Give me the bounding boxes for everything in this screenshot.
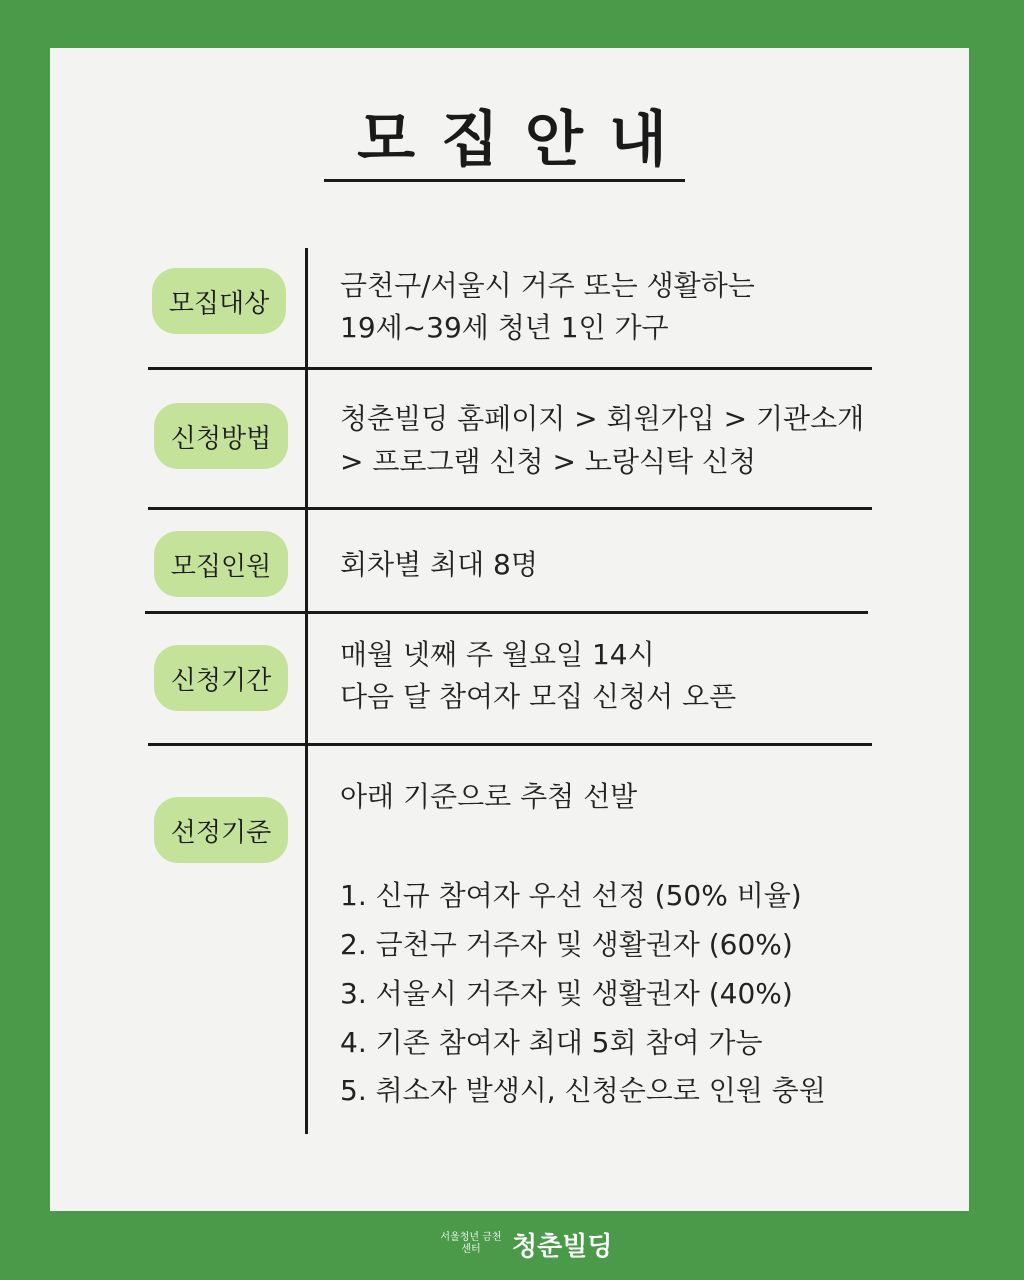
footer-logo-area [440, 1222, 612, 1266]
apply-period-line-2: 다음 달 참여자 모집 신청서 오픈 [340, 680, 737, 713]
recruit-target-line-1: 금천구/서울시 거주 또는 생활하는 [340, 269, 755, 302]
criteria-item: 3. 서울시 거주자 및 생활권자 (40%) [340, 977, 793, 1010]
title-underline [324, 179, 685, 182]
apply-method-line-2: > 프로그램 신청 > 노랑식탁 신청 [340, 445, 757, 478]
apply-period-line-1: 매월 넷째 주 월요일 14시 [340, 638, 655, 671]
recruit-count-line-1: 회차별 최대 8명 [340, 548, 538, 581]
label-apply-method: 신청방법 [154, 403, 288, 469]
label-recruit-count: 모집인원 [154, 531, 288, 597]
footer-brand-logo: 청춘빌딩 [512, 1231, 613, 1262]
criteria-item: 2. 금천구 거주자 및 생활권자 (60%) [340, 928, 793, 961]
label-apply-period: 신청기간 [154, 645, 288, 711]
label-selection-criteria: 선정기준 [154, 797, 288, 863]
label-recruit-target: 모집대상 [152, 268, 286, 334]
page-title: 모집안내 [357, 105, 693, 175]
criteria-item: 5. 취소자 발생시, 신청순으로 인원 충원 [340, 1074, 826, 1107]
table-vertical-divider [305, 248, 308, 1134]
recruit-target-line-2: 19세~39세 청년 1인 가구 [340, 311, 669, 344]
criteria-item: 1. 신규 참여자 우선 선정 (50% 비율) [340, 879, 802, 912]
row-divider [145, 611, 868, 614]
row-divider [148, 507, 872, 510]
footer-center-name: 서울청년 금천 센터 [440, 1232, 502, 1255]
row-divider [148, 743, 872, 746]
selection-criteria-intro: 아래 기준으로 추첨 선발 [340, 780, 638, 813]
criteria-item: 4. 기존 참여자 최대 5회 참여 가능 [340, 1026, 763, 1059]
apply-method-line-1: 청춘빌딩 홈페이지 > 회원가입 > 기관소개 [340, 402, 865, 435]
row-divider [148, 367, 872, 370]
